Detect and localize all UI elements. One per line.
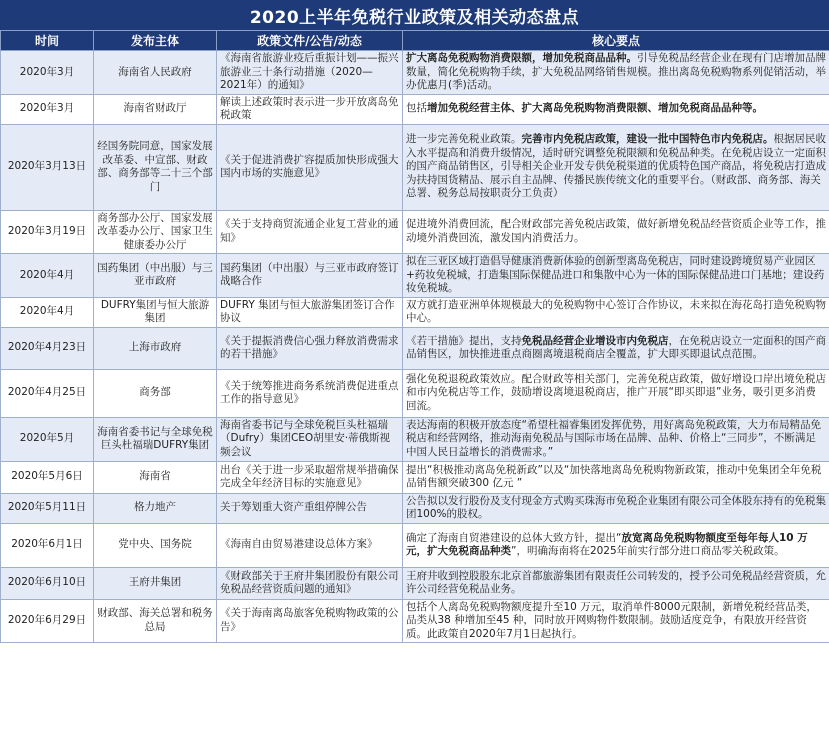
cell-doc: 《财政部关于王府井集团股份有限公司免税品经营资质问题的通知》 — [217, 567, 403, 599]
header-doc: 政策文件/公告/动态 — [217, 31, 403, 51]
cell-org: 王府井集团 — [94, 567, 217, 599]
key-point-text: 进一步完善免税业政策。 — [406, 133, 522, 146]
cell-org: 商务部办公厅、国家发展改革委办公厅、国家卫生健康委办公厅 — [94, 210, 217, 254]
cell-time: 2020年4月23日 — [1, 327, 94, 369]
cell-org: 海南省委书记与全球免税巨头杜福瑞DUFRY集团 — [94, 417, 217, 461]
key-point-bold-text: 放宽离岛免税购物额度至每年每人10 万元，扩大免税商品种类 — [406, 531, 808, 557]
header-org: 发布主体 — [94, 31, 217, 51]
header-time: 时间 — [1, 31, 94, 51]
policy-table — [0, 30, 829, 643]
cell-key — [403, 297, 829, 327]
key-point-text: 《若干措施》提出，支持 — [406, 334, 522, 347]
table-header-row — [1, 31, 829, 51]
cell-time: 2020年6月29日 — [1, 599, 94, 643]
key-point-text: 双方就打造亚洲单体规模最大的免税购物中心签订合作协议，未来拟在海花岛打造免税购物中心。 — [406, 298, 826, 324]
table-row — [1, 94, 829, 124]
table-row — [1, 327, 829, 369]
table-row — [1, 599, 829, 643]
cell-time: 2020年4月 — [1, 254, 94, 298]
cell-doc: 《海南自由贸易港建设总体方案》 — [217, 523, 403, 567]
cell-org: 商务部 — [94, 369, 217, 417]
cell-key — [403, 124, 829, 210]
cell-doc: 《海南省旅游业疫后重振计划——振兴旅游业三十条行动措施（2020—2021年）的通知》 — [217, 51, 403, 95]
key-point-bold-text: 增加免税经营主体、扩大离岛免税购物消费限额、增加免税商品品种等。 — [427, 102, 763, 115]
cell-doc: 国药集团（中出服）与三亚市政府签订战略合作 — [217, 254, 403, 298]
key-point-text: ，在免税店设立一定面积的国产商品销售区，加快推进重点商圈离境退税商店全覆盖，扩大即买即退试点范围。 — [406, 334, 826, 360]
table-row — [1, 567, 829, 599]
cell-doc: 出台《关于进一步采取超常规举措确保完成全年经济目标的实施意见》 — [217, 461, 403, 493]
key-point-text: 确定了海南自贸港建设的总体大致方针，提出“ — [406, 531, 622, 544]
cell-key — [403, 94, 829, 124]
cell-org: 财政部、海关总署和税务总局 — [94, 599, 217, 643]
key-point-text: ”，明确海南将在2025年前实行部分进口商品零关税政策。 — [511, 545, 785, 557]
table-row — [1, 523, 829, 567]
cell-key — [403, 210, 829, 254]
cell-time: 2020年6月10日 — [1, 567, 94, 599]
cell-time: 2020年3月13日 — [1, 124, 94, 210]
table-row — [1, 461, 829, 493]
cell-doc: 解读上述政策时表示进一步开放离岛免税政策 — [217, 94, 403, 124]
cell-time: 2020年3月 — [1, 94, 94, 124]
cell-time: 2020年3月19日 — [1, 210, 94, 254]
cell-key — [403, 599, 829, 643]
table-row — [1, 493, 829, 523]
cell-time: 2020年6月1日 — [1, 523, 94, 567]
key-point-bold-text: 免税品经营企业增设市内免税店 — [521, 334, 669, 347]
cell-org: 党中央、国务院 — [94, 523, 217, 567]
key-point-bold-text: 完善市内免税店政策，建设一批中国特色市内免税店。 — [521, 133, 774, 146]
cell-doc: 海南省委书记与全球免税巨头杜福瑞（Dufry）集团CEO胡里安·蒂俄斯视频会议 — [217, 417, 403, 461]
cell-org: 海南省财政厅 — [94, 94, 217, 124]
cell-org: 格力地产 — [94, 493, 217, 523]
cell-org: 经国务院同意，国家发展改革委、中宣部、财政部、商务部等二十三个部门 — [94, 124, 217, 210]
cell-doc: DUFRY 集团与恒大旅游集团签订合作协议 — [217, 297, 403, 327]
key-point-text: 促进境外消费回流，配合财政部完善免税店政策，做好新增免税品经营资质企业等工作，推动境外消费回流，激发国内消费活力。 — [406, 218, 826, 244]
cell-doc: 《关于支持商贸流通企业复工营业的通知》 — [217, 210, 403, 254]
cell-time: 2020年5月6日 — [1, 461, 94, 493]
cell-doc: 《关于统筹推进商务系统消费促进重点工作的指导意见》 — [217, 369, 403, 417]
table-row — [1, 124, 829, 210]
cell-key — [403, 523, 829, 567]
cell-key — [403, 51, 829, 95]
cell-key — [403, 327, 829, 369]
cell-time: 2020年3月 — [1, 51, 94, 95]
table-row — [1, 254, 829, 298]
key-point-text: 引导免税品经营企业在现有门店增加品牌数量，简化免税购物手续，扩大免税品网络销售规模。推出离岛免税购物系列促销活动，举办优惠月(季)活动。 — [406, 52, 826, 91]
cell-org: 上海市政府 — [94, 327, 217, 369]
cell-org: 海南省人民政府 — [94, 51, 217, 95]
cell-doc: 《关于提振消费信心强力释放消费需求的若干措施》 — [217, 327, 403, 369]
cell-time: 2020年4月 — [1, 297, 94, 327]
cell-time: 2020年5月11日 — [1, 493, 94, 523]
cell-org: 海南省 — [94, 461, 217, 493]
cell-doc: 关于筹划重大资产重组停牌公告 — [217, 493, 403, 523]
cell-time: 2020年4月25日 — [1, 369, 94, 417]
table-row — [1, 51, 829, 95]
cell-org: 国药集团（中出服）与三亚市政府 — [94, 254, 217, 298]
key-point-text: 王府井收到控股股东北京首都旅游集团有限责任公司转发的，授予公司免税品经营资质，允许公司经营免税品业务。 — [406, 569, 826, 595]
key-point-text: 表达海南的积极开放态度“希望杜福睿集团发挥优势，用好离岛免税政策，大力布局精品免税店和经营网络，推动海南免税品与国际市场在品牌、品种、价格上“三同步”，不断满足中国人民日益增长的消费需求。” — [406, 418, 821, 458]
page-title: 2020上半年免税行业政策及相关动态盘点 — [0, 0, 829, 30]
table-row — [1, 369, 829, 417]
key-point-text: 包括 — [406, 102, 427, 115]
cell-key — [403, 417, 829, 461]
cell-key — [403, 461, 829, 493]
header-key: 核心要点 — [403, 31, 829, 51]
cell-org: DUFRY集团与恒大旅游集团 — [94, 297, 217, 327]
cell-key — [403, 493, 829, 523]
table-row — [1, 210, 829, 254]
cell-key — [403, 567, 829, 599]
key-point-text: 根据居民收入水平提高和消费升级情况，适时研究调整免税限额和免税品种类。在免税店设立一定面积的国产商品销售区，引导相关企业开发专供免税渠道的优质特色国产商品，将免税店打造成为扶持国货精品、展示自主品牌、传播民族传统文化的重要平台。（财政部、商务部、海关总署、税务总局按职责分工负责） — [406, 133, 826, 200]
table-row — [1, 417, 829, 461]
cell-key — [403, 369, 829, 417]
cell-doc: 《关于海南离岛旅客免税购物政策的公告》 — [217, 599, 403, 643]
key-point-text: 公告拟以发行股份及支付现金方式购买珠海市免税企业集团有限公司全体股东持有的免税集团100%的股权。 — [406, 494, 826, 520]
cell-doc: 《关于促进消费扩容提质加快形成强大国内市场的实施意见》 — [217, 124, 403, 210]
key-point-text: 包括个人离岛免税购物额度提升至10 万元，取消单件8000元限制，新增免税经营品类，品类从38 种增加至45 种，同时放开网购物件数限制。鼓励适度竞争，有限放开经营资质。此政策自2020年7月1日起执行。 — [406, 600, 817, 640]
cell-time: 2020年5月 — [1, 417, 94, 461]
key-point-bold-text: 扩大离岛免税购物消费限额，增加免税商品品种。 — [406, 52, 637, 64]
key-point-text: 拟在三亚区域打造倡导健康消费新体验的创新型离岛免税店，同时建设跨境贸易产业园区+药妆免税城，打造集国际保健品进口和集散中心为一体的国际保健品进口门基地；建设药妆免税城。 — [406, 255, 825, 294]
key-point-text: 强化免税退税政策效应。配合财政等相关部门，完善免税店政策，做好增设口岸出境免税店和市内免税店等工作，鼓励增设离境退税商店，推广开展“即买即退”业务，吸引更多消费回流。 — [406, 372, 826, 412]
table-row — [1, 297, 829, 327]
cell-key — [403, 254, 829, 298]
key-point-text: 提出“积极推动离岛免税新政”以及“加快落地离岛免税购物新政策，推动中免集团全年免税品销售额突破300 亿元 ” — [406, 463, 822, 489]
